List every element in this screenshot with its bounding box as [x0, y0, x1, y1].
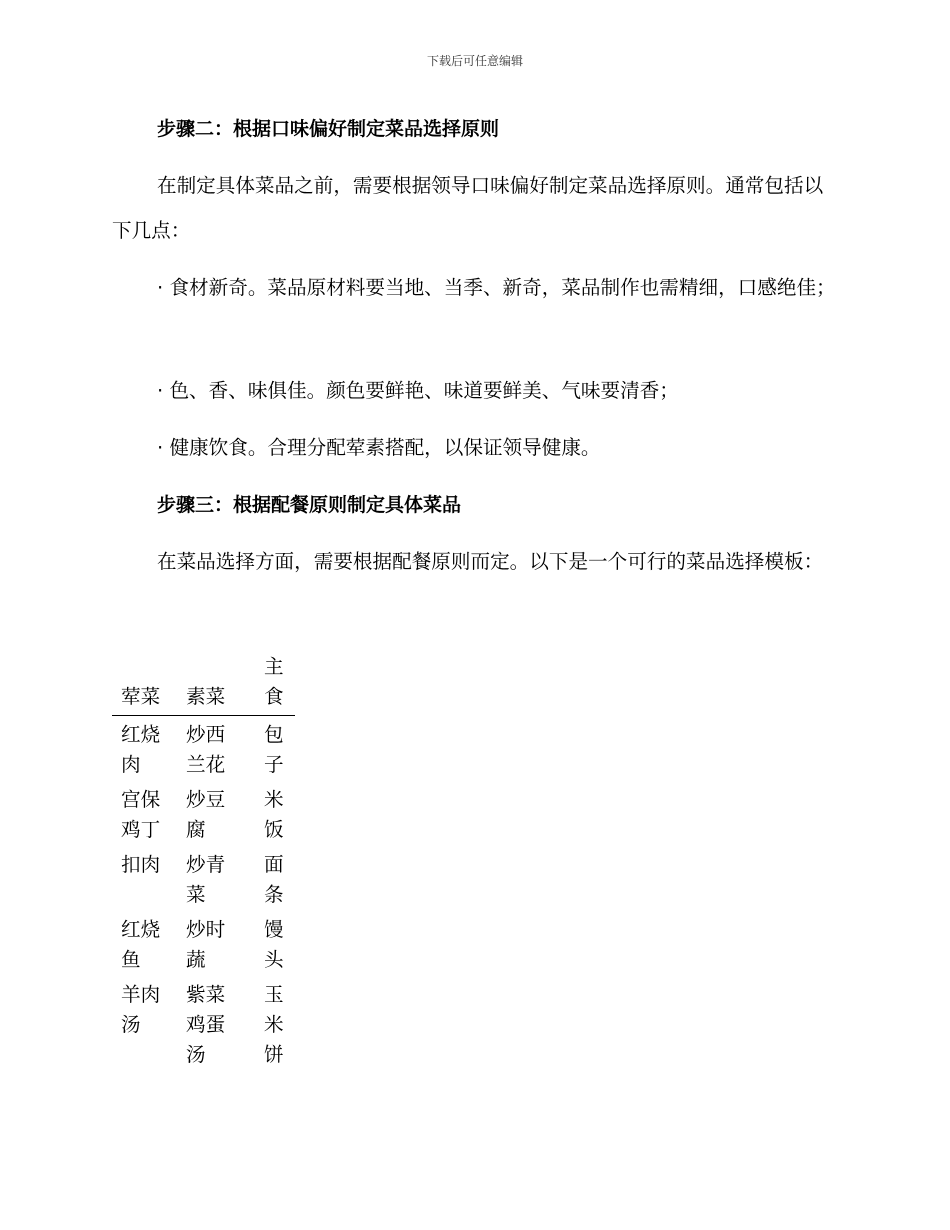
- table-cell: 玉米饼: [264, 983, 284, 1066]
- table-cell: 炒豆腐: [186, 788, 226, 841]
- table-row: [112, 781, 295, 846]
- step2-intro-paragraph: 在制定具体菜品之前，需要根据领导口味偏好制定菜品选择原则。通常包括以下几点：: [112, 174, 824, 242]
- table-cell: 面条: [264, 853, 284, 906]
- page-header: 下载后可任意编辑: [426, 54, 523, 68]
- table-row: [112, 846, 295, 911]
- table-row: [112, 911, 295, 976]
- table-cell: 包子: [264, 723, 284, 776]
- table-cell: 宫保鸡丁: [121, 788, 161, 841]
- table-cell: 红烧鱼: [121, 918, 161, 971]
- table-row: [112, 716, 295, 782]
- bullet-color-aroma-taste: · 色、香、味俱佳。颜色要鲜艳、味道要鲜美、气味要清香；: [157, 379, 679, 402]
- col-header-staple: 主食: [242, 652, 295, 716]
- menu-template-table: [112, 652, 295, 1071]
- table-row: [112, 976, 295, 1071]
- table-cell: 炒时蔬: [186, 918, 226, 971]
- table-cell: 米饭: [264, 788, 284, 841]
- table-cell: 炒青菜: [186, 853, 226, 906]
- table-cell: 炒西兰花: [186, 723, 226, 776]
- table-header-row: [112, 652, 295, 716]
- step3-intro-paragraph: 在菜品选择方面，需要根据配餐原则而定。以下是一个可行的菜品选择模板：: [157, 550, 824, 573]
- step2-heading: 步骤二：根据口味偏好制定菜品选择原则: [157, 118, 500, 140]
- table-cell: 扣肉: [121, 853, 161, 876]
- bullet-fresh-ingredients: · 食材新奇。菜品原材料要当地、当季、新奇，菜品制作也需精细，口感绝佳；: [157, 276, 836, 299]
- col-header-vegetable: 素菜: [164, 652, 242, 716]
- table-cell: 羊肉汤: [121, 983, 161, 1036]
- table-cell: 馒头: [264, 918, 284, 971]
- table-cell: 红烧肉: [121, 723, 161, 776]
- col-header-meat: 荤菜: [112, 652, 164, 716]
- table-cell: 紫菜鸡蛋汤: [186, 983, 226, 1066]
- step3-heading: 步骤三：根据配餐原则制定具体菜品: [157, 494, 462, 516]
- bullet-healthy-diet: · 健康饮食。合理分配荤素搭配，以保证领导健康。: [157, 436, 601, 459]
